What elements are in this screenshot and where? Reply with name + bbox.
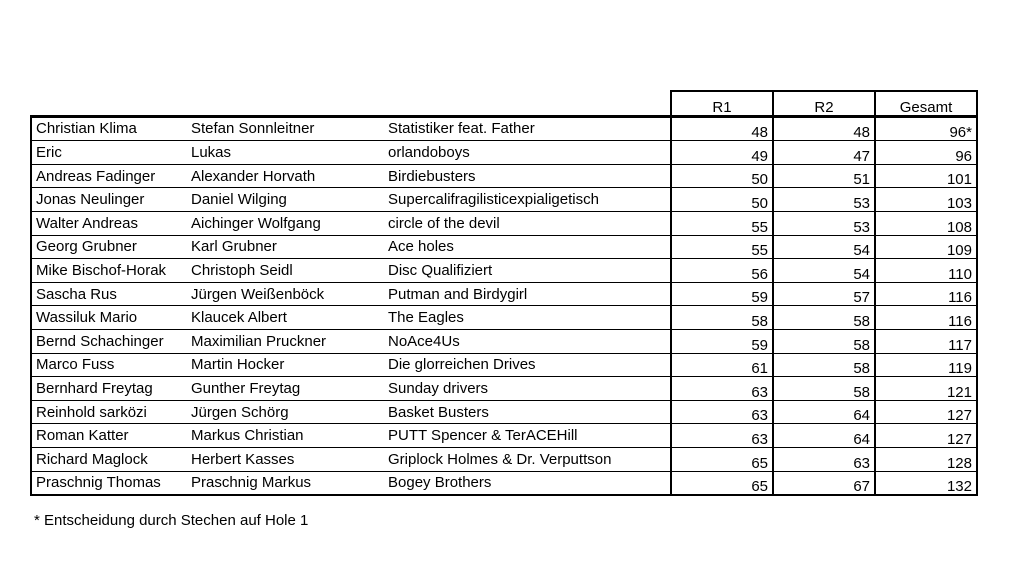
player1-cell: Christian Klima xyxy=(31,116,187,141)
r2-score-cell: 58 xyxy=(773,306,875,330)
player1-cell: Bernhard Freytag xyxy=(31,377,187,401)
results-table xyxy=(30,90,978,496)
header-r1: R1 xyxy=(671,91,773,116)
r2-score-cell: 58 xyxy=(773,329,875,353)
r1-score-cell: 61 xyxy=(671,353,773,377)
r1-score-cell: 56 xyxy=(671,259,773,283)
r2-score-cell: 63 xyxy=(773,447,875,471)
r1-score-cell: 50 xyxy=(671,164,773,188)
r1-score-cell: 55 xyxy=(671,211,773,235)
header-r2: R2 xyxy=(773,91,875,116)
team-name-cell: The Eagles xyxy=(384,306,671,330)
player1-cell: Reinhold sarközi xyxy=(31,400,187,424)
table-row xyxy=(31,164,977,188)
table-row xyxy=(31,235,977,259)
team-name-cell: Supercalifragilisticexpialigetisch xyxy=(384,188,671,212)
r1-score-cell: 63 xyxy=(671,424,773,448)
player2-cell: Lukas xyxy=(187,141,384,165)
player2-cell: Herbert Kasses xyxy=(187,447,384,471)
player2-cell: Markus Christian xyxy=(187,424,384,448)
player2-cell: Alexander Horvath xyxy=(187,164,384,188)
total-score-cell: 127 xyxy=(875,400,977,424)
r1-score-cell: 63 xyxy=(671,400,773,424)
total-score-cell: 109 xyxy=(875,235,977,259)
team-name-cell: Disc Qualifiziert xyxy=(384,259,671,283)
table-row xyxy=(31,282,977,306)
total-score-cell: 121 xyxy=(875,377,977,401)
r1-score-cell: 55 xyxy=(671,235,773,259)
table-row xyxy=(31,211,977,235)
r1-score-cell: 48 xyxy=(671,116,773,141)
player1-cell: Roman Katter xyxy=(31,424,187,448)
team-name-cell: Statistiker feat. Father xyxy=(384,116,671,141)
table-row xyxy=(31,400,977,424)
table-row xyxy=(31,116,977,141)
player1-cell: Sascha Rus xyxy=(31,282,187,306)
table-row xyxy=(31,329,977,353)
team-name-cell: NoAce4Us xyxy=(384,329,671,353)
player2-cell: Klaucek Albert xyxy=(187,306,384,330)
player2-cell: Martin Hocker xyxy=(187,353,384,377)
blank-header-cell xyxy=(384,91,671,116)
r2-score-cell: 58 xyxy=(773,353,875,377)
total-score-cell: 108 xyxy=(875,211,977,235)
total-score-cell: 96* xyxy=(875,116,977,141)
player2-cell: Jürgen Weißenböck xyxy=(187,282,384,306)
r2-score-cell: 57 xyxy=(773,282,875,306)
table-row xyxy=(31,306,977,330)
team-name-cell: Basket Busters xyxy=(384,400,671,424)
player2-cell: Christoph Seidl xyxy=(187,259,384,283)
player2-cell: Praschnig Markus xyxy=(187,471,384,495)
player2-cell: Daniel Wilging xyxy=(187,188,384,212)
header-row xyxy=(31,91,977,116)
team-name-cell: Die glorreichen Drives xyxy=(384,353,671,377)
table-row xyxy=(31,377,977,401)
total-score-cell: 117 xyxy=(875,329,977,353)
player2-cell: Jürgen Schörg xyxy=(187,400,384,424)
r2-score-cell: 53 xyxy=(773,188,875,212)
total-score-cell: 116 xyxy=(875,306,977,330)
team-name-cell: Birdiebusters xyxy=(384,164,671,188)
r2-score-cell: 51 xyxy=(773,164,875,188)
team-name-cell: Griplock Holmes & Dr. Verputtson xyxy=(384,447,671,471)
team-name-cell: Sunday drivers xyxy=(384,377,671,401)
player1-cell: Wassiluk Mario xyxy=(31,306,187,330)
r2-score-cell: 47 xyxy=(773,141,875,165)
player1-cell: Jonas Neulinger xyxy=(31,188,187,212)
r1-score-cell: 59 xyxy=(671,329,773,353)
r1-score-cell: 63 xyxy=(671,377,773,401)
table-row xyxy=(31,471,977,495)
r1-score-cell: 59 xyxy=(671,282,773,306)
total-score-cell: 103 xyxy=(875,188,977,212)
r2-score-cell: 64 xyxy=(773,424,875,448)
player1-cell: Georg Grubner xyxy=(31,235,187,259)
r2-score-cell: 54 xyxy=(773,259,875,283)
r2-score-cell: 53 xyxy=(773,211,875,235)
total-score-cell: 128 xyxy=(875,447,977,471)
table-row xyxy=(31,424,977,448)
player2-cell: Gunther Freytag xyxy=(187,377,384,401)
player1-cell: Praschnig Thomas xyxy=(31,471,187,495)
player1-cell: Andreas Fadinger xyxy=(31,164,187,188)
team-name-cell: Bogey Brothers xyxy=(384,471,671,495)
player1-cell: Richard Maglock xyxy=(31,447,187,471)
table-row xyxy=(31,353,977,377)
r1-score-cell: 65 xyxy=(671,471,773,495)
total-score-cell: 132 xyxy=(875,471,977,495)
team-name-cell: Ace holes xyxy=(384,235,671,259)
total-score-cell: 116 xyxy=(875,282,977,306)
team-name-cell: PUTT Spencer & TerACEHill xyxy=(384,424,671,448)
results-body xyxy=(31,116,977,495)
team-name-cell: circle of the devil xyxy=(384,211,671,235)
player1-cell: Walter Andreas xyxy=(31,211,187,235)
r2-score-cell: 48 xyxy=(773,116,875,141)
table-row xyxy=(31,188,977,212)
player2-cell: Karl Grubner xyxy=(187,235,384,259)
player2-cell: Stefan Sonnleitner xyxy=(187,116,384,141)
blank-header-cell xyxy=(31,91,187,116)
table-row xyxy=(31,259,977,283)
r2-score-cell: 58 xyxy=(773,377,875,401)
total-score-cell: 96 xyxy=(875,141,977,165)
player2-cell: Maximilian Pruckner xyxy=(187,329,384,353)
r1-score-cell: 65 xyxy=(671,447,773,471)
table-row xyxy=(31,141,977,165)
r2-score-cell: 67 xyxy=(773,471,875,495)
player1-cell: Marco Fuss xyxy=(31,353,187,377)
r1-score-cell: 58 xyxy=(671,306,773,330)
total-score-cell: 110 xyxy=(875,259,977,283)
r2-score-cell: 54 xyxy=(773,235,875,259)
total-score-cell: 127 xyxy=(875,424,977,448)
team-name-cell: Putman and Birdygirl xyxy=(384,282,671,306)
player1-cell: Mike Bischof-Horak xyxy=(31,259,187,283)
player1-cell: Eric xyxy=(31,141,187,165)
player1-cell: Bernd Schachinger xyxy=(31,329,187,353)
r1-score-cell: 50 xyxy=(671,188,773,212)
results-sheet xyxy=(30,90,978,496)
player2-cell: Aichinger Wolfgang xyxy=(187,211,384,235)
r1-score-cell: 49 xyxy=(671,141,773,165)
blank-header-cell xyxy=(187,91,384,116)
header-gesamt: Gesamt xyxy=(875,91,977,116)
total-score-cell: 101 xyxy=(875,164,977,188)
team-name-cell: orlandoboys xyxy=(384,141,671,165)
footnote: * Entscheidung durch Stechen auf Hole 1 xyxy=(34,512,309,529)
total-score-cell: 119 xyxy=(875,353,977,377)
table-row xyxy=(31,447,977,471)
r2-score-cell: 64 xyxy=(773,400,875,424)
